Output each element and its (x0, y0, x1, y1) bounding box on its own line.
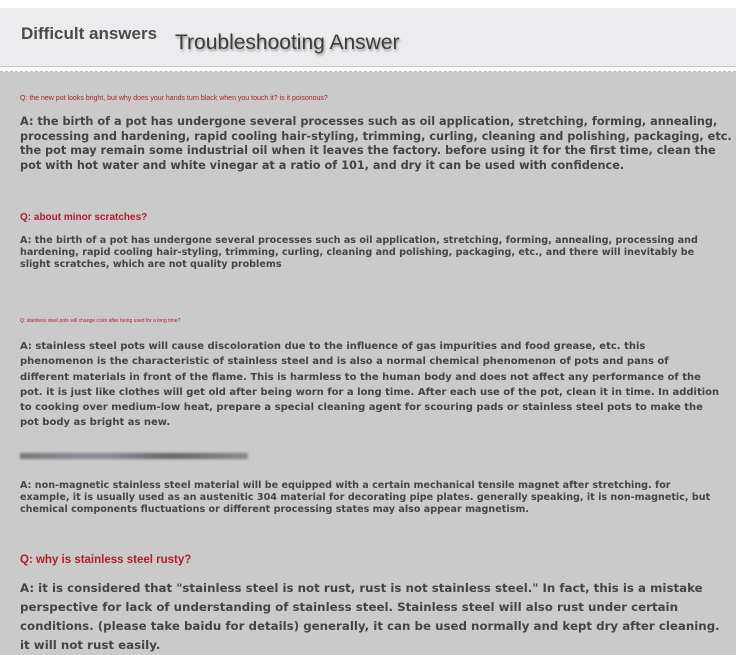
blurred-question (20, 453, 248, 459)
faq-answer: A: the birth of a pot has undergone several processes such as oil application, stretching, forming, annealing, processing and hardening, rapid cooling hair-styling, trimming, curling, cleaning and polishing, packaging, etc. the pot may remain some industrial oil when it leaves the factory. before using it for the first time, clean the pot with hot water and white vinegar at a ratio of 101, and dry it can be used with confidence. (20, 115, 732, 172)
faq-answer: A: non-magnetic stainless steel material will be equipped with a certain mechanical tensile magnet after stretching. for example, it is usually used as an austenitic 304 material for decorating pipe plates. generally speaking, it is non-magnetic, but chemical components fluctuations or different processing states may also appear magnetism. (20, 480, 711, 515)
faq-answer: A: the birth of a pot has undergone several processes such as oil application, stretching, forming, annealing, processing and hardening, rapid cooling hair-styling, trimming, curling, cleaning and polishing, packaging, etc., and there will inevitably be slight scratches, which are not quality problems (20, 235, 698, 270)
faq-question: Q: stainless steel pots will change color after being used for a long time? (20, 318, 181, 324)
top-strip (0, 0, 736, 8)
faq-answer: A: it is considered that "stainless steel is not rust, rust is not stainless steel." In fact, this is a mistake perspective for lack of understanding of stainless steel. Stainless steel will also rust under certain conditions. (please take baidu for details) generally, it can be used normally and kept dry after cleaning. it will not rust easily. (20, 581, 720, 652)
page-title: Troubleshooting Answer (175, 31, 400, 54)
faq-question: Q: about minor scratches? (20, 212, 148, 223)
faq-question: Q: why is stainless steel rusty? (20, 554, 192, 566)
section-label: Difficult answers (21, 24, 158, 43)
faq-question: Q: the new pot looks bright, but why does your hands turn black when you touch it? is it poisonous? (20, 95, 328, 102)
faq-answer: A: stainless steel pots will cause discoloration due to the influence of gas impurities and food grease, etc. this phenomenon is the characteristic of stainless steel and is also a normal chemical phenomenon of pots and pans of different materials in front of the flame. This is harmless to the human body and does not affect any performance of the pot. it is just like clothes will get old after being worn for a long time. After each use of the pot, clean it in time. In addition to cooking over medium-low heat, prepare a special cleaning agent for scouring pads or stainless steel pots to make the pot body as bright as new. (20, 341, 720, 429)
divider (0, 67, 736, 72)
